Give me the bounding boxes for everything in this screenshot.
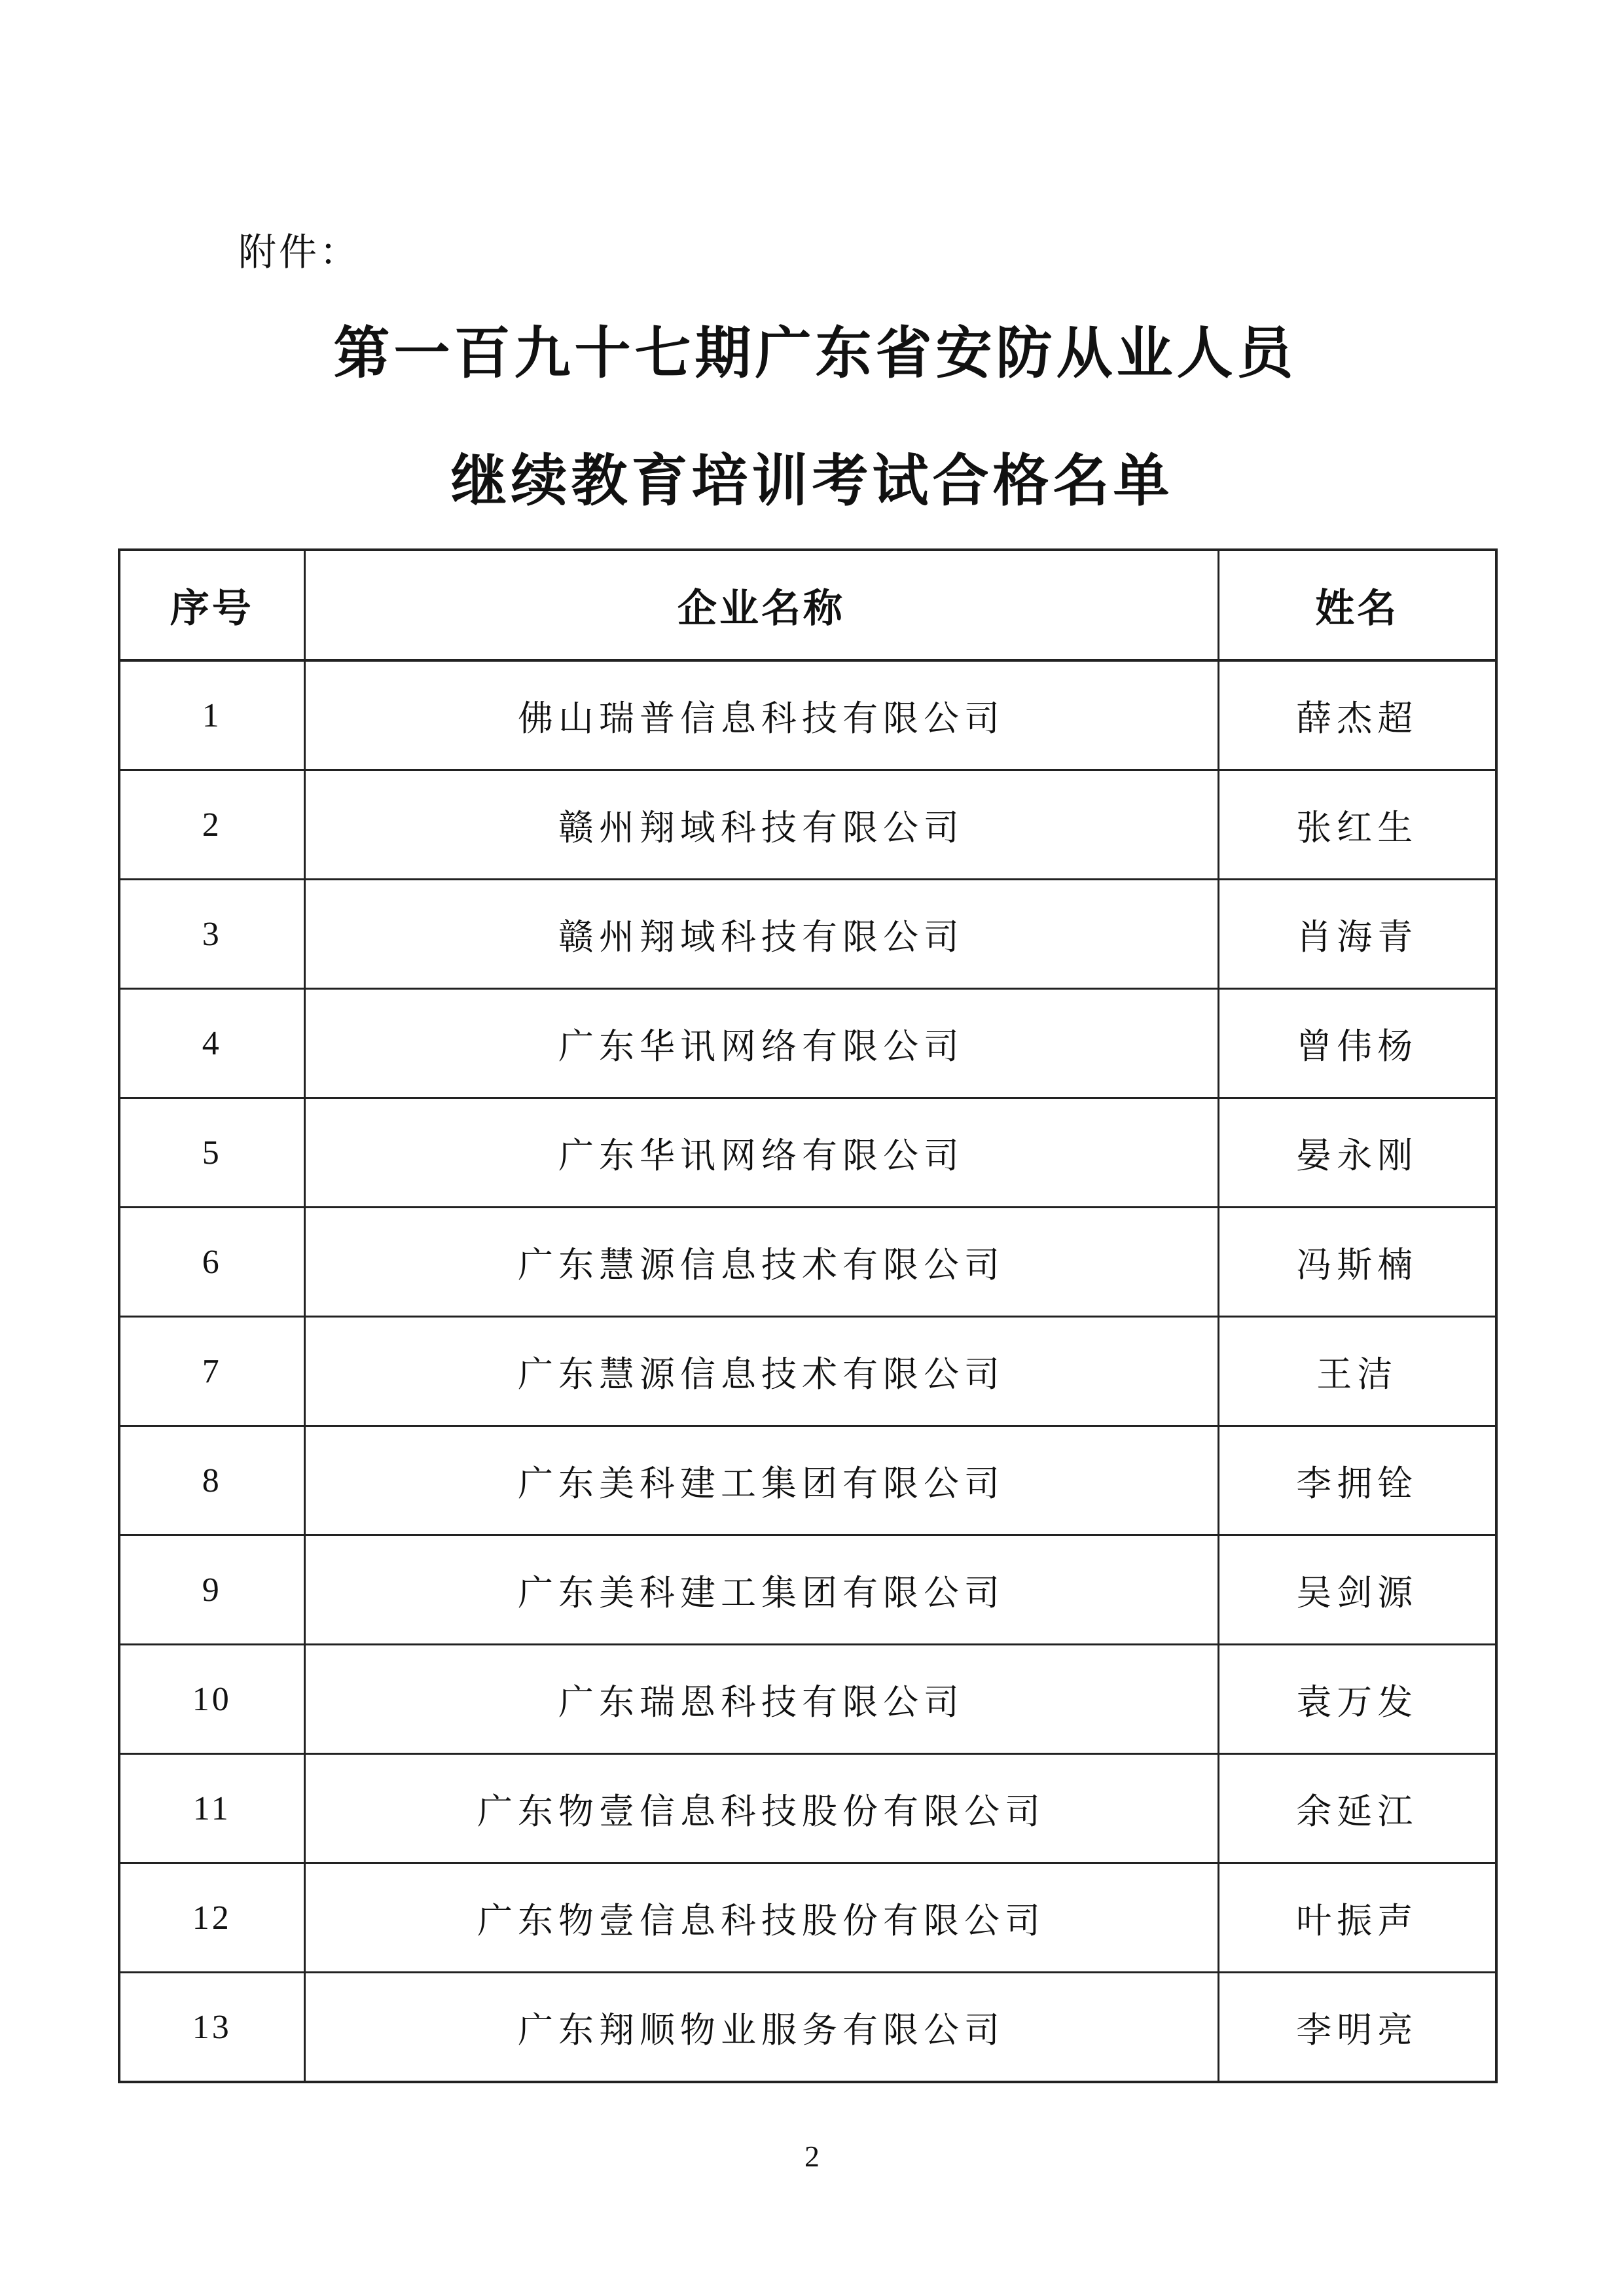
row-index-cell: 8 — [119, 1426, 304, 1535]
row-company-cell: 赣州翔域科技有限公司 — [304, 770, 1218, 880]
table-header-row — [119, 550, 1496, 660]
row-name-cell: 肖海青 — [1218, 880, 1496, 989]
row-company-cell: 广东瑞恩科技有限公司 — [304, 1645, 1218, 1754]
row-name-cell: 李明亮 — [1218, 1973, 1496, 2083]
table-row — [119, 770, 1496, 880]
row-index-cell: 2 — [119, 770, 304, 880]
table-row — [119, 1754, 1496, 1863]
table-row — [119, 1317, 1496, 1426]
row-company-cell: 广东美科建工集团有限公司 — [304, 1426, 1218, 1535]
row-index-cell: 7 — [119, 1317, 304, 1426]
table-row — [119, 880, 1496, 989]
row-index-cell: 1 — [119, 660, 304, 770]
table-row — [119, 1426, 1496, 1535]
row-name-cell: 袁万发 — [1218, 1645, 1496, 1754]
table-header — [119, 550, 1496, 660]
attachment-label: 附件： — [238, 230, 361, 274]
table-body — [119, 660, 1496, 2082]
row-index-cell: 6 — [119, 1208, 304, 1317]
table-row — [119, 1535, 1496, 1645]
table-row — [119, 989, 1496, 1098]
row-company-cell: 佛山瑞普信息科技有限公司 — [304, 660, 1218, 770]
table-row — [119, 660, 1496, 770]
row-index-cell: 3 — [119, 880, 304, 989]
roster-table — [118, 548, 1498, 2083]
row-company-cell: 广东美科建工集团有限公司 — [304, 1535, 1218, 1645]
row-name-cell: 余延江 — [1218, 1754, 1496, 1863]
row-name-cell: 张红生 — [1218, 770, 1496, 880]
row-name-cell: 王洁 — [1218, 1317, 1496, 1426]
row-name-cell: 薛杰超 — [1218, 660, 1496, 770]
row-name-cell: 曾伟杨 — [1218, 989, 1496, 1098]
row-company-cell: 赣州翔域科技有限公司 — [304, 880, 1218, 989]
row-company-cell: 广东慧源信息技术有限公司 — [304, 1208, 1218, 1317]
row-index-cell: 11 — [119, 1754, 304, 1863]
row-company-cell: 广东物壹信息科技股份有限公司 — [304, 1863, 1218, 1973]
column-header-index: 序号 — [119, 550, 304, 660]
document-title-line-1: 第一百九十七期广东省安防从业人员 — [333, 321, 1297, 386]
table-row — [119, 1863, 1496, 1973]
row-index-cell: 5 — [119, 1098, 304, 1208]
table-row — [119, 1208, 1496, 1317]
row-name-cell: 李拥铨 — [1218, 1426, 1496, 1535]
row-company-cell: 广东华讯网络有限公司 — [304, 1098, 1218, 1208]
row-company-cell: 广东华讯网络有限公司 — [304, 989, 1218, 1098]
row-name-cell: 冯斯楠 — [1218, 1208, 1496, 1317]
table-row — [119, 1645, 1496, 1754]
row-index-cell: 13 — [119, 1973, 304, 2083]
row-name-cell: 叶振声 — [1218, 1863, 1496, 1973]
row-index-cell: 12 — [119, 1863, 304, 1973]
row-company-cell: 广东翔顺物业服务有限公司 — [304, 1973, 1218, 2083]
column-header-company: 企业名称 — [304, 550, 1218, 660]
row-name-cell: 晏永刚 — [1218, 1098, 1496, 1208]
document-title-line-2: 继续教育培训考试合格名单 — [450, 448, 1174, 514]
row-name-cell: 吴剑源 — [1218, 1535, 1496, 1645]
row-index-cell: 9 — [119, 1535, 304, 1645]
table-row — [119, 1098, 1496, 1208]
row-company-cell: 广东慧源信息技术有限公司 — [304, 1317, 1218, 1426]
row-index-cell: 10 — [119, 1645, 304, 1754]
table-row — [119, 1973, 1496, 2083]
row-company-cell: 广东物壹信息科技股份有限公司 — [304, 1754, 1218, 1863]
column-header-name: 姓名 — [1218, 550, 1496, 660]
page-number: 2 — [804, 2140, 820, 2173]
row-index-cell: 4 — [119, 989, 304, 1098]
